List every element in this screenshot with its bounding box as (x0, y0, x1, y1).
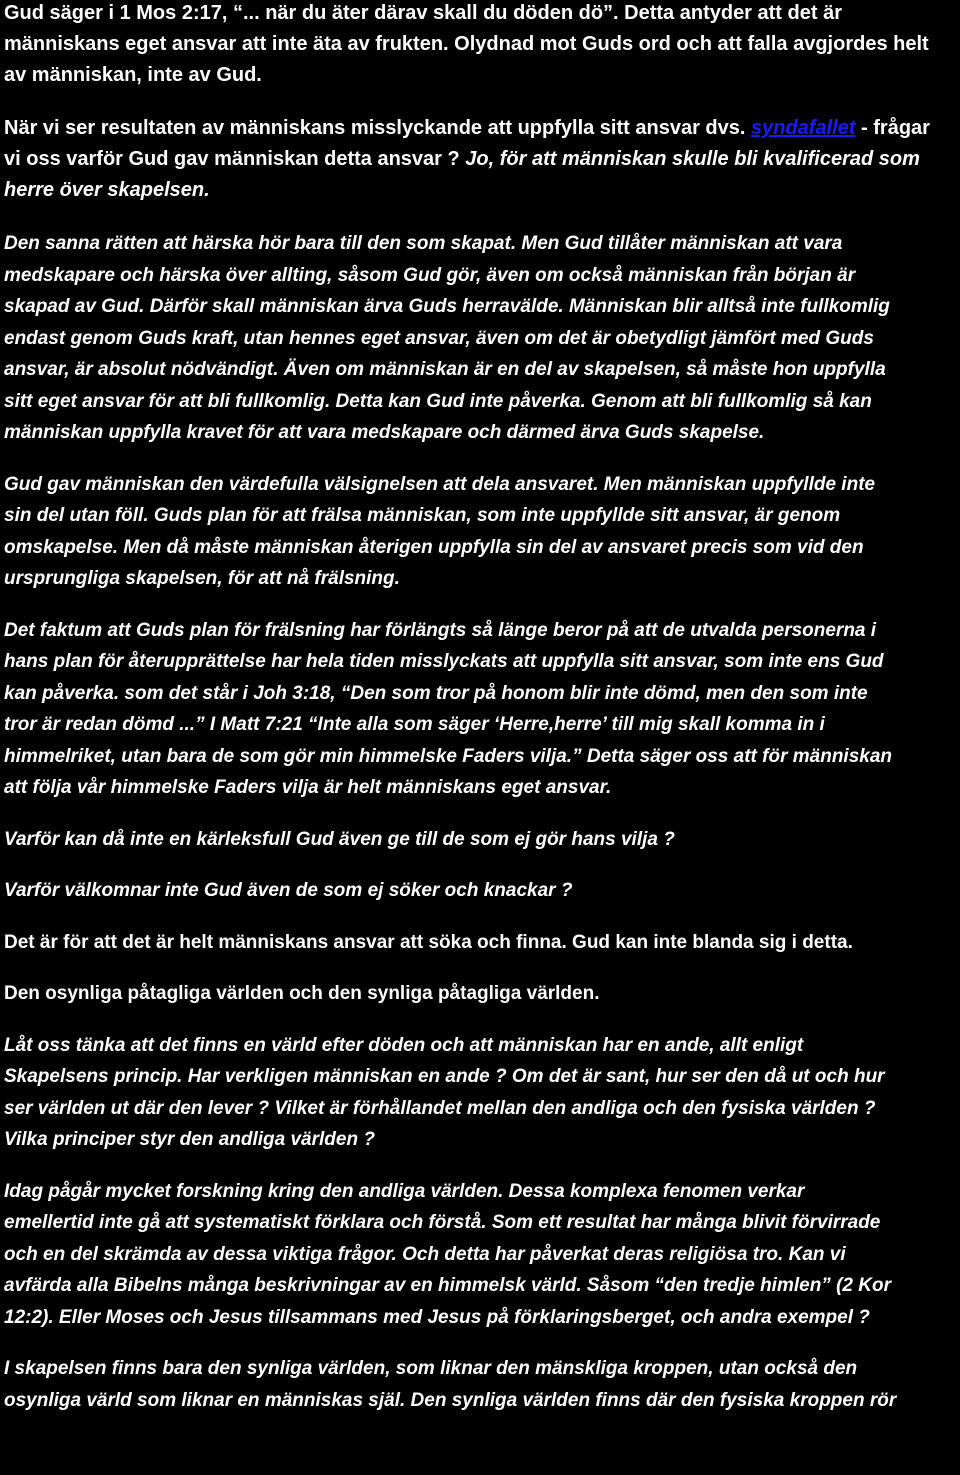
text-segment-italic: Jo, för att människan skulle bli kvalificerad som (459, 148, 920, 170)
text-line: Den osynliga påtagliga världen och den synliga påtagliga världen. (4, 983, 600, 1004)
paragraph-heading-worlds (4, 978, 960, 1010)
text-line: ser världen ut där den lever ? Vilket är förhållandet mellan den andliga och den fysiska världen ? (4, 1097, 876, 1119)
paragraph-question-2 (4, 875, 960, 907)
text-line: kan påverka. som det står i Joh 3:18, “Den som tror på honom blir inte dömd, men den som inte (4, 682, 868, 704)
paragraph-fralsning (4, 615, 960, 804)
paragraph-skapelsen (4, 1353, 960, 1416)
paragraph-intro (4, 0, 960, 91)
text-line: ansvar, är absolut nödvändigt. Även om människan är en del av skapelsen, så måste hon uppfylla (4, 359, 886, 380)
text-line: av människan, inte av Gud. (4, 64, 262, 86)
text-line: och en del skrämda av dessa viktiga frågor. Och detta har påverkat deras religiösa tro. Kan vi (4, 1243, 846, 1265)
text-line: himmelriket, utan bara de som gör min himmelske Faders vilja.” Detta säger oss att för människan (4, 745, 893, 767)
text-segment: vi oss varför Gud gav människan detta ansvar ? (4, 148, 460, 170)
paragraph-answer (4, 927, 960, 959)
text-line: Varför välkomnar inte Gud även de som ej söker och knackar ? (4, 880, 573, 901)
text-line: sitt eget ansvar för att bli fullkomlig. Detta kan Gud inte påverka. Genom att bli fullkomlig så kan (4, 390, 872, 412)
text-line: herre över skapelsen. (4, 179, 210, 201)
text-line: I skapelsen finns bara den synliga världen, som liknar den mänskliga kroppen, utan också den (4, 1358, 858, 1379)
text-line: omskapelse. Men då måste människan återigen uppfylla sin del av ansvaret precis som vid den (4, 536, 864, 558)
text-line (4, 144, 960, 175)
text-line (4, 113, 960, 144)
paragraph-question-1 (4, 824, 960, 856)
text-line: medskapare och härska över allting, såsom Gud gör, även om också människan från början är (4, 264, 856, 286)
text-line: 12:2). Eller Moses och Jesus tillsammans med Jesus på förklaringsberget, och andra exempel ? (4, 1306, 870, 1328)
paragraph-ande (4, 1030, 960, 1156)
paragraph-syndafallet (4, 113, 960, 206)
text-line: människan uppfylla kravet för att vara medskapare och därmed ärva Guds skapelse. (4, 422, 765, 443)
text-line: emellertid inte gå att systematiskt förklara och förstå. Som ett resultat har många blivit förvirrade (4, 1212, 881, 1233)
text-segment: När vi ser resultaten av människans misslyckande att uppfylla sitt ansvar dvs. (4, 117, 751, 139)
text-line: Det faktum att Guds plan för frälsning har förlängts så länge beror på att de utvalda personerna i (4, 619, 877, 641)
text-line: Varför kan då inte en kärleksfull Gud även ge till de som ej gör hans vilja ? (4, 828, 675, 850)
text-line: Låt oss tänka att det finns en värld efter döden och att människan har en ande, allt enligt (4, 1034, 804, 1056)
text-line: Idag pågår mycket forskning kring den andliga världen. Dessa komplexa fenomen verkar (4, 1180, 805, 1202)
text-line: ursprungliga skapelsen, för att nå frälsning. (4, 568, 400, 589)
text-line: Skapelsens princip. Har verkligen människan en ande ? Om det är sant, hur ser den då ut och hur (4, 1066, 885, 1087)
text-line: tror är redan dömd ...” I Matt 7:21 “Inte alla som säger ‘Herre,herre’ till mig skall komma in i (4, 714, 825, 735)
text-segment: - frågar (855, 117, 930, 139)
text-line: Gud säger i 1 Mos 2:17, “... när du äter därav skall du döden dö”. Detta antyder att det är (4, 2, 842, 24)
text-line: Det är för att det är helt människans ansvar att söka och finna. Gud kan inte blanda sig i detta. (4, 931, 853, 953)
paragraph-ratten-att-harska (4, 228, 960, 449)
text-line: Den sanna rätten att härska hör bara till den som skapat. Men Gud tillåter människan att vara (4, 233, 843, 254)
paragraph-forskning (4, 1176, 960, 1334)
text-line: hans plan för återupprättelse har hela tiden misslyckats att uppfylla sitt ansvar, som inte ens Gud (4, 651, 884, 672)
text-line: att följa vår himmelske Faders vilja är helt människans eget ansvar. (4, 777, 612, 798)
text-line: endast genom Guds kraft, utan hennes eget ansvar, även om det är obetydligt jämfört med Guds (4, 327, 874, 349)
text-line: Vilka principer styr den andliga världen ? (4, 1129, 375, 1150)
text-line: osynliga värld som liknar en människas själ. Den synliga världen finns där den fysiska kroppen rör (4, 1389, 897, 1411)
text-line: skapad av Gud. Därför skall människan ärva Guds herravälde. Människan blir alltså inte fullkomlig (4, 296, 890, 317)
text-line: människans eget ansvar att inte äta av frukten. Olydnad mot Guds ord och att falla avgjordes helt (4, 33, 929, 55)
text-line: Gud gav människan den värdefulla välsignelsen att dela ansvaret. Men människan uppfyllde inte (4, 473, 876, 495)
text-line: avfärda alla Bibelns många beskrivningar av en himmelsk värld. Såsom “den tredje himlen” (2 Kor (4, 1275, 891, 1296)
syndafallet-link[interactable]: syndafallet (751, 117, 856, 139)
paragraph-valsignelsen (4, 469, 960, 595)
text-line: sin del utan föll. Guds plan för att frälsa människan, som inte uppfyllde sitt ansvar, är genom (4, 505, 841, 526)
